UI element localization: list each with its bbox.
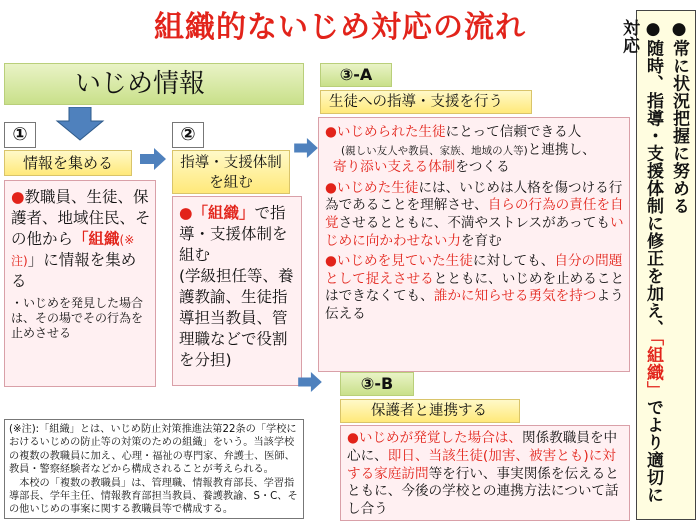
step3a-p2-red2: 自らの行為の責任を自覚 <box>325 197 624 231</box>
step3a-para-2 <box>325 180 625 250</box>
step3b-p-red: いじめが発覚した場合は、 <box>358 430 522 446</box>
step1-header: 情報を集める <box>4 150 132 176</box>
step3a-p1-b: と連携し、 <box>527 141 596 158</box>
page-title: 組織的ないじめ対応の流れ <box>154 10 526 45</box>
step3a-para-3 <box>325 253 625 323</box>
step3a-p1-a: にとって信頼できる人 <box>445 124 582 140</box>
step3a-p3-red3: 誰かに知らせる勇気を持つ <box>433 288 597 305</box>
step3a-p3-b: とともに、いじめを止めることはできなくても、 <box>325 270 625 305</box>
step1-body <box>4 180 156 387</box>
step3a-body <box>318 117 630 372</box>
step3a-p2-a: には、いじめは人格を傷つける行為であることを理解させ、 <box>325 179 623 214</box>
step3a-header: 生徒への指導・支援を行う <box>320 90 532 114</box>
bullet-icon: ● <box>347 430 359 446</box>
bullet-icon: ● <box>179 204 193 222</box>
side-text-2b: でより適切に対応 <box>619 19 663 504</box>
step3a-p1-red: いじめられた生徒 <box>336 124 446 140</box>
down-arrow-icon <box>55 107 105 141</box>
bullet-icon: ● <box>325 124 337 140</box>
step2-body <box>172 196 302 386</box>
step3a-p1-red2: 寄り添い支える体制 <box>333 159 456 176</box>
step3b-p-b: 等を行い、事実関係を伝えるとともに、今後の学校との連携方法について話し合う <box>347 465 619 518</box>
step3a-p3-c: よう伝える <box>325 288 624 322</box>
step2-text-a: で指導・支援体制を組む <box>179 204 288 264</box>
bullet-icon: ● <box>325 253 337 270</box>
bullet-icon: ● <box>325 179 337 196</box>
step3a-number: ③-A <box>320 63 392 87</box>
side-text-2 <box>617 19 665 514</box>
footnote-text-1: (※注):「組織」とは、いじめ防止対策推進法第22条の「学校におけるいじめの防止等の対策のための組織」をいう。当該学校の複数の教職員に加え、心理・福祉の専門家、弁護士、医師、教員・警察経験者などから構成されることが考えられる。 <box>9 424 297 476</box>
ijime-info-banner: いじめ情報 <box>4 63 304 105</box>
step1-subtext: ・いじめを発見した場合は、その場でその行為を止めさせる <box>11 296 144 340</box>
side-text-2a: ●随時、指導・支援体制に修正を加え、 <box>643 19 663 337</box>
step1-text-b: 」に情報を集める <box>11 251 137 290</box>
step3a-p2-b: させるとともに、不満やストレスがあっても <box>338 214 610 231</box>
bullet-icon: ● <box>11 188 25 206</box>
step3a-para-1 <box>325 124 625 177</box>
step3a-p3-red2: 自分の問題として捉えさせる <box>325 253 623 287</box>
step3b-header: 保護者と連携する <box>340 399 520 423</box>
step2-text-org: 「組織」 <box>192 204 255 222</box>
side-column <box>619 10 696 520</box>
step3a-p2-red3: いじめに向かわせない力 <box>325 214 624 249</box>
step3b-p-a: 関係教職員を中心に、 <box>347 430 618 464</box>
step3a-p2-red: いじめた生徒 <box>336 179 419 196</box>
step3a-p1-c: をつくる <box>455 159 510 176</box>
side-text-1: ●常に状況把握に努める <box>669 19 689 215</box>
right-arrow-icon <box>140 148 166 170</box>
step1-number: ① <box>4 122 36 148</box>
footnote-box <box>4 419 304 519</box>
step3b-number: ③-B <box>340 372 414 396</box>
step2-text-paren: (学級担任等、養護教諭、生徒指導担当教員、管理職などで役割を分担) <box>179 267 294 369</box>
right-arrow-icon <box>294 138 318 158</box>
step1-text-note: (※注) <box>11 233 135 268</box>
step3b-body <box>340 425 630 521</box>
side-text-2-red: 「組織」 <box>643 337 663 399</box>
footnote-text-2: 本校の「複数の教職員」は、管理職、情報教育部長、学習指導部長、学年主任、情報教育部担当教員、養護教諭、S・C、その他いじめの事案に関する教職員等で構成する。 <box>9 477 298 516</box>
step3a-p2-c: を育む <box>460 232 502 249</box>
step3b-p-red2: 即日、当該生徒(加害、被害とも)に対する家庭訪問 <box>347 447 616 482</box>
step1-text-org: 「組織 <box>73 230 120 248</box>
step3a-p3-red: いじめを見ていた生徒 <box>336 253 473 270</box>
right-arrow-icon <box>298 372 322 392</box>
step1-text-a: 教職員、生徒、保護者、地域住民、その他から <box>11 188 151 248</box>
step3a-p3-a: に対しても、 <box>472 253 555 270</box>
step2-number: ② <box>172 122 204 148</box>
step3a-p1-small: (親しい友人や教員、家族、地域の人等) <box>341 144 528 157</box>
step2-header: 指導・支援体制を組む <box>172 150 290 194</box>
